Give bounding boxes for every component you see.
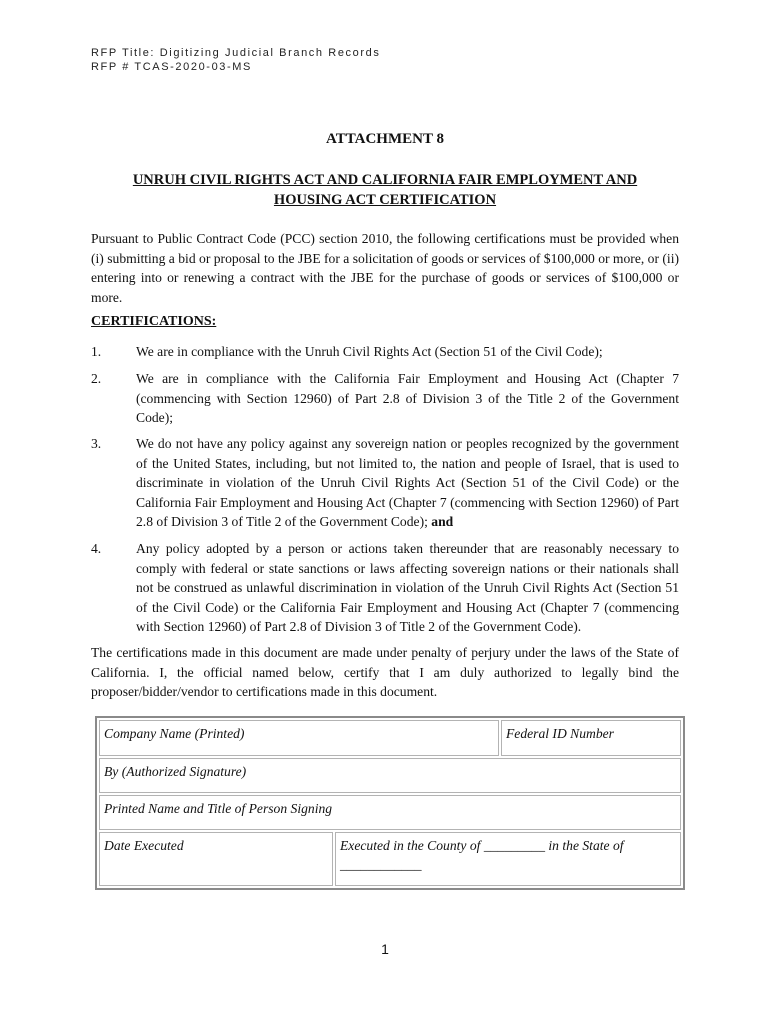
date-executed-label: Date Executed — [104, 838, 184, 853]
company-name-label: Company Name (Printed) — [104, 726, 245, 741]
printed-name-field[interactable] — [99, 795, 681, 830]
authorized-signature-label: By (Authorized Signature) — [104, 764, 247, 779]
page-number: 1 — [381, 941, 389, 957]
signature-row — [98, 719, 682, 757]
closing-paragraph: The certifications made in this document are made under penalty of perjury under the laws of the State of California. I, the official named below, certify that I am duly authorized to legally bind the proposer/bidder/vendor to certifications made in this document. — [91, 645, 679, 700]
certification-item — [91, 539, 679, 637]
certification-item — [91, 434, 679, 532]
executed-county-field[interactable] — [335, 832, 681, 886]
item-number: 2. — [91, 371, 102, 386]
signature-row — [98, 794, 682, 831]
signature-row — [98, 757, 682, 794]
item-number: 3. — [91, 436, 102, 451]
item-text: Any policy adopted by a person or actions taken thereunder that are reasonably necessary to comply with federal or state sanctions or laws affecting sovereign nations or their nationals shall not be construed as unlawful discrimination in violation of the Unruh Civil Rights Act (Section 51 of the Civil Code) or the California Fair Employment and Housing Act (Chapter 7 (commencing with Section 12960) of Part 2.8 of Division 3 of Title 2 of the Government Code). — [136, 541, 679, 635]
certifications-heading: CERTIFICATIONS: — [91, 314, 217, 329]
item-number: 4. — [91, 541, 102, 556]
item-text: We do not have any policy against any sovereign nation or peoples recognized by the government of the United States, including, but not limited to, the nation and people of Israel, that is used to discriminate in violation of the Unruh Civil Rights Act (Section 51 of the Civil Code) or the California Fair Employment and Housing Act (Chapter 7 (commencing with Section 12960) of Part 2.8 of Division 3 of Title 2 of the Government Code); — [136, 436, 679, 530]
rfp-title: RFP Title: Digitizing Judicial Branch Records — [91, 47, 381, 59]
signature-table — [95, 716, 685, 890]
rfp-number: RFP # TCAS-2020-03-MS — [91, 61, 252, 73]
executed-county-label: Executed in the County of _________ in the State of ____________ — [340, 838, 624, 872]
printed-name-label: Printed Name and Title of Person Signing — [104, 801, 333, 816]
item-text: We are in compliance with the Unruh Civil Rights Act (Section 51 of the Civil Code); — [136, 344, 603, 359]
certification-item — [91, 369, 679, 428]
certification-item — [91, 342, 679, 362]
document-header — [91, 46, 380, 74]
authorized-signature-field[interactable] — [99, 758, 681, 793]
document-title — [91, 170, 679, 210]
item-text: We are in compliance with the California Fair Employment and Housing Act (Chapter 7 (commencing with Section 12960) of Part 2.8 of Division 3 of the Title 2 of the Government Code); — [136, 371, 679, 426]
signature-row — [98, 831, 682, 887]
document-title-line-1: UNRUH CIVIL RIGHTS ACT AND CALIFORNIA FAIR EMPLOYMENT AND — [132, 172, 638, 188]
company-name-field[interactable] — [99, 720, 499, 756]
item-number: 1. — [91, 344, 102, 359]
item-suffix: and — [431, 514, 454, 530]
attachment-title: ATTACHMENT 8 — [326, 131, 444, 147]
intro-paragraph: Pursuant to Public Contract Code (PCC) section 2010, the following certifications must be provided when (i) submitting a bid or proposal to the JBE for a solicitation of goods or services of $100,000 or more, or (ii) entering into or renewing a contract with the JBE for the purchase of goods or services of $100,000 or more. — [91, 231, 679, 305]
federal-id-field[interactable] — [501, 720, 681, 756]
document-title-line-2: HOUSING ACT CERTIFICATION — [273, 192, 497, 208]
item-text-wrapper — [136, 434, 679, 532]
date-executed-field[interactable] — [99, 832, 333, 886]
federal-id-label: Federal ID Number — [506, 726, 614, 741]
